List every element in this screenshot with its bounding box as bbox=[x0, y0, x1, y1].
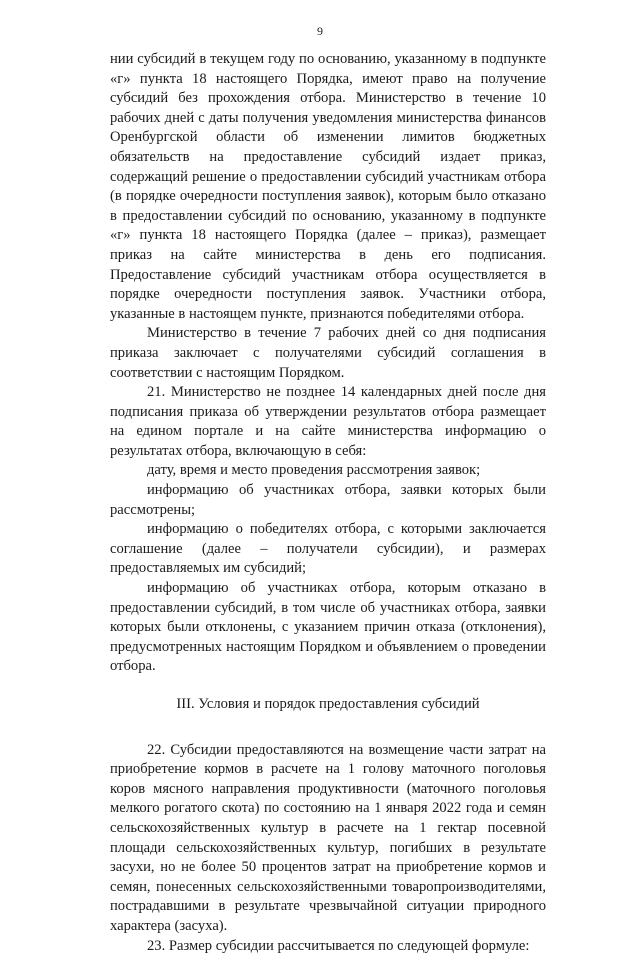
paragraph-21: 21. Министерство не позднее 14 календарных дней после дня подписания приказа об утверждении результатов отбора размещает на едином портале и на сайте министерства информацию о результатах отбора, включающую в себя: bbox=[110, 384, 546, 459]
document-body bbox=[110, 50, 546, 956]
section-heading: III. Условия и порядок предоставления субсидий bbox=[176, 696, 480, 712]
list-item: информацию об участниках отбора, которым отказано в предоставлении субсидий, в том числе об участниках отбора, заявки которых были отклонены, с указанием причин отказа (отклонения), предусмотренных настоящим Порядком и объявлением о проведении отбора. bbox=[110, 580, 546, 675]
paragraph-continuation: нии субсидий в текущем году по основанию, указанному в подпункте «г» пункта 18 настоящего Порядка, имеют право на получение субсидий без прохождения отбора. Министерство в течение 10 рабочих дней с даты получения уведомления министерства финансов Оренбургской области об изменении лимитов бюджетных обязательств на предоставление субсидий издает приказ, содержащий решение о предоставлении субсидий участникам отбора (в порядке очередности поступления заявок), которым было отказано в предоставлении субсидий по основанию, указанному в подпункте «г» пункта 18 настоящего Порядка (далее – приказ), размещает приказ на сайте министерства в день его подписания. Предоставление субсидий участникам отбора осуществляется в порядке очередности поступления заявок. Участники отбора, указанные в настоящем пункте, признаются победителями отбора. bbox=[110, 51, 546, 322]
paragraph-22: 22. Субсидии предоставляются на возмещение части затрат на приобретение кормов в расчете на 1 голову маточного поголовья коров мясного направления продуктивности (маточного поголовья мелкого рогатого скота) по состоянию на 1 января 2022 года и семян сельскохозяйственных культур в расчете на 1 гектар посевной площади сельскохозяйственных культур, погибших в результате засухи, но не более 50 процентов затрат на приобретение кормов и семян, понесенных сельскохозяйственными товаропроизводителями, пострадавшими в результате чрезвычайной ситуации природного характера (засуха). bbox=[110, 741, 546, 934]
paragraph-agreement: Министерство в течение 7 рабочих дней со дня подписания приказа заключает с получателями субсидий соглашения в соответствии с настоящим Порядком. bbox=[110, 325, 546, 381]
list-item: информацию о победителях отбора, с которыми заключается соглашение (далее – получатели субсидии), и размерах предоставляемых им субсидий; bbox=[110, 521, 546, 577]
paragraph-23: 23. Размер субсидии рассчитывается по следующей формуле: bbox=[147, 937, 530, 954]
list-item: информацию об участниках отбора, заявки которых были рассмотрены; bbox=[110, 482, 546, 518]
list-item: дату, время и место проведения рассмотрения заявок; bbox=[147, 462, 481, 479]
page-number: 9 bbox=[317, 24, 323, 38]
